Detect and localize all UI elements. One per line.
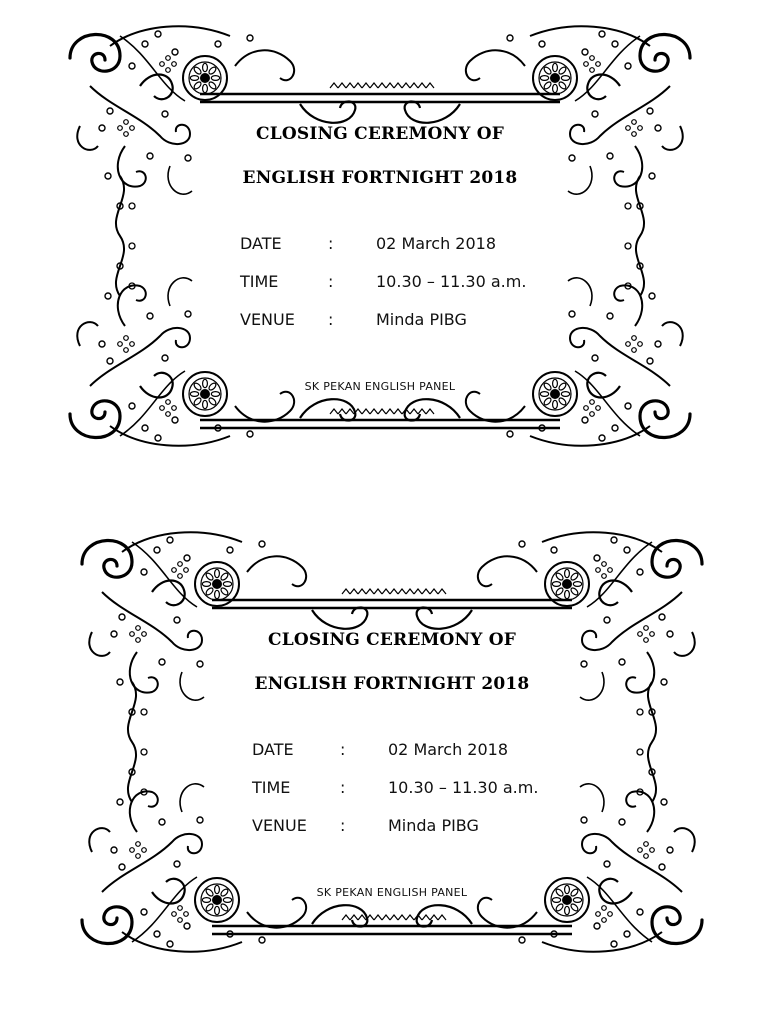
invitation-card <box>62 522 722 962</box>
detail-value: 02 March 2018 <box>388 740 509 759</box>
card-content <box>50 16 710 456</box>
card-content <box>62 522 722 962</box>
detail-value: Minda PIBG <box>376 310 467 329</box>
card-title-line-1: CLOSING CEREMONY OF <box>256 124 504 144</box>
detail-label: DATE <box>252 740 294 759</box>
detail-separator: : <box>328 234 334 253</box>
detail-label: TIME <box>240 272 279 291</box>
detail-separator: : <box>328 310 334 329</box>
detail-label: VENUE <box>240 310 295 329</box>
detail-label: DATE <box>240 234 282 253</box>
detail-value: Minda PIBG <box>388 816 479 835</box>
card-footer: SK PEKAN ENGLISH PANEL <box>316 886 468 899</box>
card-title-line-1: CLOSING CEREMONY OF <box>268 630 516 650</box>
detail-value: 10.30 – 11.30 a.m. <box>376 272 527 291</box>
invitation-card <box>50 16 710 456</box>
detail-separator: : <box>340 778 346 797</box>
detail-label: VENUE <box>252 816 307 835</box>
detail-label: TIME <box>252 778 291 797</box>
detail-separator: : <box>328 272 334 291</box>
detail-value: 10.30 – 11.30 a.m. <box>388 778 539 797</box>
detail-value: 02 March 2018 <box>376 234 497 253</box>
card-title-line-2: ENGLISH FORTNIGHT 2018 <box>254 674 530 694</box>
detail-separator: : <box>340 740 346 759</box>
card-footer: SK PEKAN ENGLISH PANEL <box>304 380 456 393</box>
detail-separator: : <box>340 816 346 835</box>
card-title-line-2: ENGLISH FORTNIGHT 2018 <box>242 168 518 188</box>
